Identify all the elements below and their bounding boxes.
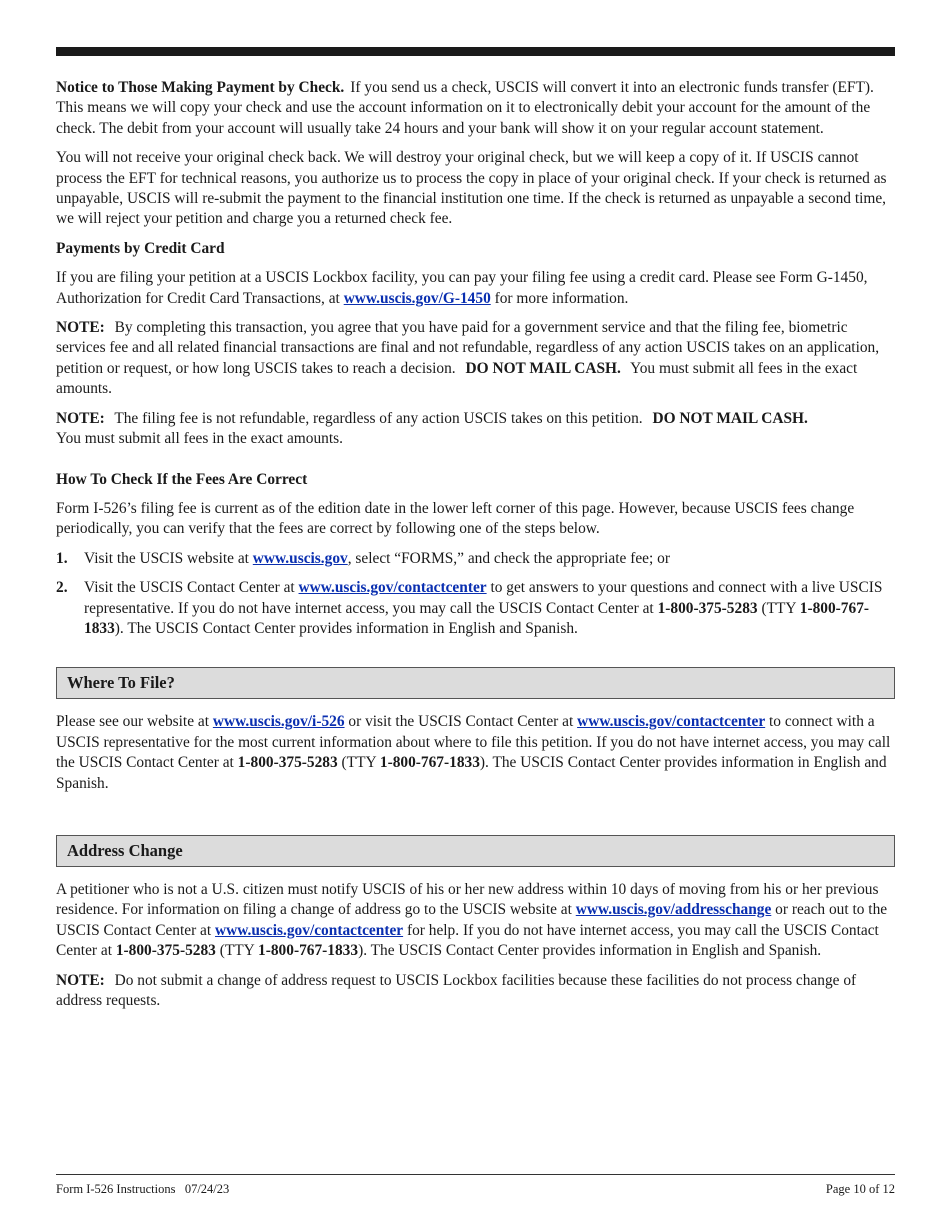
- credit-card-paragraph: If you are filing your petition at a USCIS Lockbox facility, you can pay your filing fee using a credit card. Please see Form G-1450, Authorization for Credit Card Transactions, at www.uscis.gov/G-1450 for more information.: [56, 269, 868, 307]
- address-note: NOTE: Do not submit a change of address request to USCIS Lockbox facilities because these facilities do not process change of address requests.: [56, 971, 857, 1009]
- address-change-paragraph: A petitioner who is not a U.S. citizen must notify USCIS of his or her new address within 10 days of moving from his or her previous residence. For information on filing a change of address go to the USCIS website at www.uscis.gov/addresschange or reach out to the USCIS Contact Center at www.uscis.gov/contactcenter for help. If you do not have internet access, you may call the USCIS Contact Center at 1-800-375-5283 (TTY 1-800-767-1833). The USCIS Contact Center provides information in English and Spanish.: [56, 880, 888, 960]
- credit-card-heading: Payments by Credit Card: [56, 239, 225, 257]
- contact-center-link[interactable]: www.uscis.gov/contactcenter: [298, 579, 487, 597]
- check-notice-heading: Notice to Those Making Payment by Check.: [56, 79, 345, 96]
- address-change-section-title: Address Change: [56, 835, 895, 867]
- i526-link[interactable]: www.uscis.gov/i-526: [212, 713, 345, 731]
- fees-heading: How To Check If the Fees Are Correct: [56, 470, 308, 488]
- fees-step-1: 1. Visit the USCIS website at www.uscis.gov, select “FORMS,” and check the appropriate fee; or: [56, 549, 670, 567]
- g1450-link[interactable]: www.uscis.gov/G-1450: [343, 289, 491, 307]
- check-notice: Notice to Those Making Payment by Check. If you send us a check, USCIS will convert it into an electronic funds transfer (EFT). This means we will copy your check and use the account information on it to electronically debit your account for the amount of the check. The debit from your account will usually take 24 hours and your bank will show it on your regular account statement.: [56, 79, 874, 137]
- address-contact-center-link[interactable]: www.uscis.gov/contactcenter: [215, 921, 404, 939]
- footer-form-id: Form I-526 Instructions 07/24/23: [56, 1182, 230, 1196]
- fees-steps: [56, 549, 895, 640]
- fees-step-2: 2. Visit the USCIS Contact Center at www.uscis.gov/contactcenter to get answers to your questions and connect with a live USCIS representative. If you do not have internet access, you may call the USCIS Contact Center at 1-800-375-5283 (TTY 1-800-767-1833). The USCIS Contact Center provides information in English and Spanish.: [56, 579, 883, 637]
- document-body: [56, 78, 895, 1020]
- credit-note-1: NOTE: By completing this transaction, you agree that you have paid for a government service and that the filing fee, biometric services fee and all related financial transactions are final and not refundable, regardless of any action USCIS takes on an application, petition or request, or how long USCIS takes to reach a decision. DO NOT MAIL CASH. You must submit all fees in the exact amounts.: [56, 319, 880, 398]
- uscis-website-link[interactable]: www.uscis.gov: [252, 549, 348, 567]
- footer-page-number: Page 10 of 12: [825, 1182, 895, 1196]
- fees-intro: Form I-526’s filing fee is current as of the edition date in the lower left corner of this page. However, because USCIS fees change periodically, you can verify that the fees are correct by following one of the steps below.: [56, 499, 855, 538]
- top-rule: [56, 47, 895, 56]
- where-to-file-paragraph: Please see our website at www.uscis.gov/i-526 or visit the USCIS Contact Center at www.uscis.gov/contactcenter to connect with a USCIS representative for the most current information about where to file this petition. If you do not have internet access, you may call the USCIS Contact Center at 1-800-375-5283 (TTY 1-800-767-1833). The USCIS Contact Center provides information in English and Spanish.: [56, 713, 891, 792]
- footer-rule: [56, 1174, 895, 1175]
- where-contact-center-link[interactable]: www.uscis.gov/contactcenter: [577, 713, 766, 731]
- where-to-file-section-title: Where To File?: [56, 667, 895, 699]
- address-change-link[interactable]: www.uscis.gov/addresschange: [575, 901, 772, 919]
- check-paragraph-2: You will not receive your original check back. We will destroy your original check, but we will keep a copy of it. If USCIS cannot process the EFT for technical reasons, you authorize us to process the copy in place of your original check. If your check is returned as unpayable, USCIS will re-submit the payment to the financial institution one time. If the check is returned as unpayable a second time, we will reject your petition and charge you a returned check fee.: [56, 149, 887, 228]
- credit-note-2: NOTE: The filing fee is not refundable, regardless of any action USCIS takes on this petition. DO NOT MAIL CASH. You must submit all fees in the exact amounts.: [56, 409, 808, 448]
- footer-edition-date: 07/24/23: [184, 1182, 230, 1196]
